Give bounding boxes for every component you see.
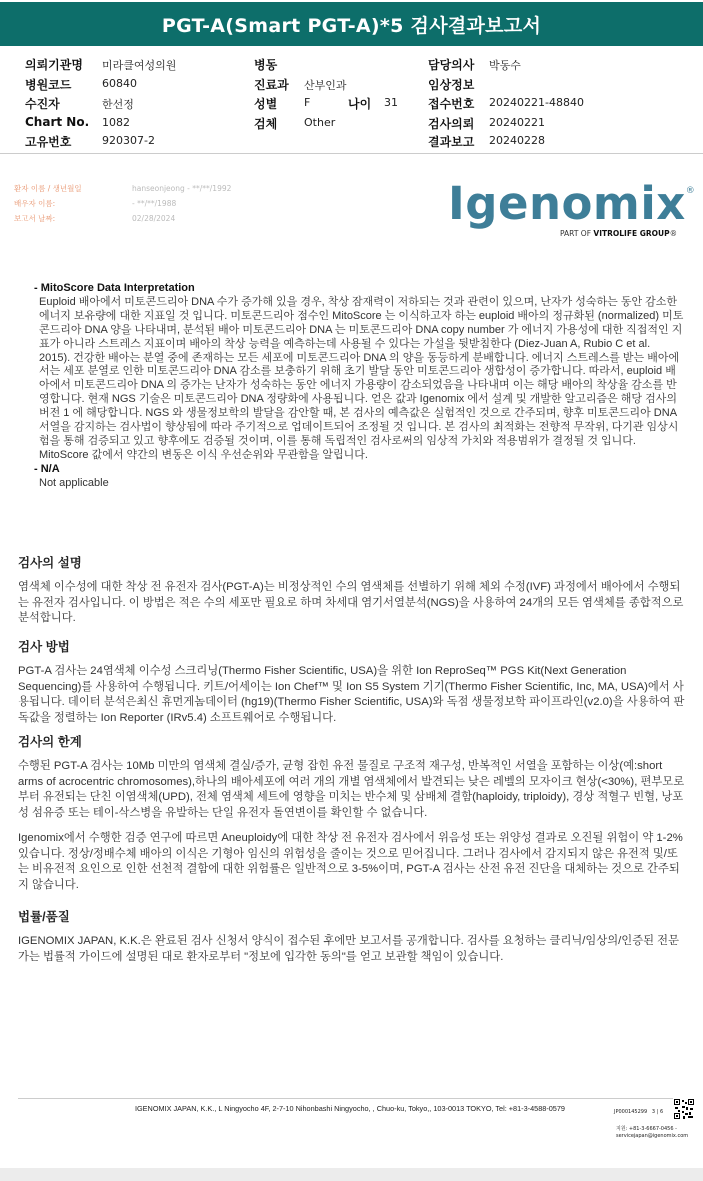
mitoscore-heading: - MitoScore Data Interpretation — [34, 282, 195, 294]
test-method-section — [18, 637, 686, 726]
report-date-label: 결과보고 — [428, 135, 475, 149]
test-description-section — [18, 553, 686, 627]
logo-wordmark: Igenomix — [448, 177, 686, 230]
age-value: 31 — [384, 96, 398, 109]
request-date-label: 검사의뢰 — [428, 117, 475, 131]
tagline-prefix: PART OF — [560, 229, 594, 238]
report-date-row — [14, 213, 175, 224]
tagline-suffix: ® — [669, 229, 678, 238]
institution-value: 미라클여성의원 — [102, 59, 177, 72]
test-description-title: 검사의 설명 — [18, 556, 82, 570]
divider — [0, 153, 703, 154]
doc-id: JP000145299 — [614, 1109, 648, 1115]
footer-divider — [18, 1098, 690, 1099]
receipt-number-value: 20240221-48840 — [489, 96, 584, 109]
footer-address: IGENOMIX JAPAN, K.K., L Ningyocho 4F, 2-7-10 Nihonbashi Ningyocho, , Chuo-ku, Tokyo,, 103-0013 TOKYO, Tel: +81-3-4588-0579 — [134, 1104, 565, 1113]
footer-doc-id — [614, 1109, 663, 1115]
unique-number-label: 고유번호 — [25, 135, 72, 149]
na-heading: - N/A — [34, 462, 60, 475]
doctor-label: 담당의사 — [428, 58, 475, 72]
legal-quality-title: 법률/품질 — [18, 910, 70, 924]
unique-number-value: 920307-2 — [102, 134, 155, 147]
sex-value: F — [304, 96, 311, 109]
page-number: 3 | 6 — [651, 1109, 664, 1115]
patient-name-label: 환자 이름 / 생년월일 — [14, 184, 82, 193]
chart-value: 1082 — [102, 116, 130, 129]
department-label: 진료과 — [254, 78, 289, 92]
partner-name-row — [14, 198, 176, 209]
report-date-value: 20240228 — [489, 134, 545, 147]
age-label: 나이 — [348, 97, 372, 111]
receipt-number-label: 접수번호 — [428, 97, 475, 111]
patient-name-value: hanseonjeong - **/**/1992 — [132, 184, 232, 193]
legal-quality-section — [18, 907, 686, 965]
patient-value: 한선정 — [102, 98, 134, 111]
tagline-brand: VITROLIFE GROUP — [593, 229, 670, 238]
test-limitations-text-2: Igenomix에서 수행한 검증 연구에 따르면 Aneuploidy에 대한 착상 전 유전자 검사에서 위음성 또는 위양성 결과로 오진될 위험이 약 1-2% 있습니다. 정상/정배수체 배아의 이식은 기형아 임신의 위험성을 줄이는 것으로 믿어집니다. 그러나 검사에서 감지되지 않은 유전적 및/또는 비유전적 요인으로 인한 선천적 결함에 대한 위험률은 일반적으로 3-5%이며, PGT-A 검사는 산전 유전 진단을 대체하는 것으로 간주되지 않습니다. — [18, 832, 683, 891]
request-date-value: 20240221 — [489, 116, 545, 129]
page-bottom-strip — [0, 1168, 703, 1181]
institution-label: 의뢰기관명 — [25, 58, 83, 72]
department-value: 산부인과 — [304, 79, 347, 92]
test-limitations-section — [18, 732, 686, 893]
test-limitations-text-1: 수행된 PGT-A 검사는 10Mb 미만의 염색체 결실/증가, 균형 잡힌 유전 물질로 구조적 재구성, 반복적인 서열을 포함하는 이상(예:short arms of acrocentric chromosomes),하나의 배아세포에 여러 개의 개별 염색체에서 발견되는 낮은 레벨의 모자이크 현상(<30%), 편부모로부터 유전되는 단친 이염색체(UPD), 전체 염색체 세트에 영향을 미치는 반수체 및 삼배체 결함(haploidy, triploidy), 경상 적혈구 빈혈, 낭포성 섬유증 또는 테이-삭스병을 유발하는 단일 유전자 돌연변이를 확인할 수 없습니다. — [18, 760, 685, 819]
hospital-code-value: 60840 — [102, 77, 137, 90]
partner-name-label: 배우자 이름: — [14, 199, 56, 208]
report-date-label-en: 보고서 날짜: — [14, 214, 56, 223]
specimen-label: 검체 — [254, 117, 278, 131]
logo-registered-mark: ® — [685, 186, 695, 196]
sex-label: 성별 — [254, 97, 278, 111]
chart-label: Chart No. — [25, 115, 90, 129]
report-title: PGT-A(Smart PGT-A)*5 검사결과보고서 — [0, 2, 703, 46]
ward-label: 병동 — [254, 58, 278, 72]
support-phone: 지원: +81-3-6667-0456 - — [616, 1126, 677, 1132]
report-info-table — [0, 52, 703, 152]
clinical-info-label: 임상정보 — [428, 78, 475, 92]
legal-quality-text: IGENOMIX JAPAN, K.K.은 완료된 검사 신청서 양식이 접수된 후에만 보고서를 공개합니다. 검사를 요청하는 클리닉/임상의/인증된 전문가는 법률적 가이드에 설명된 대로 환자로부터 "정보에 입각한 동의"를 얻고 보관할 책임이 있습니다. — [18, 935, 679, 963]
doctor-value: 박동수 — [489, 59, 521, 72]
specimen-value: Other — [304, 116, 336, 129]
na-text: Not applicable — [39, 476, 109, 489]
test-method-text: PGT-A 검사는 24염색체 이수성 스크리닝(Thermo Fisher Scientific, USA)을 위한 Ion ReproSeq™ PGS Kit(Next Generation Sequencing)를 사용하여 수행됩니다. 키트/어세이는 Ion Chef™ 및 Ion S5 System 기기(Thermo Fisher Scientific, Inc, MA, USA)에서 사용됩니다. 데이터 분석은최신 휴먼게놈데이터 (hg19)(Thermo Fisher Scientific, USA)와 독점 생물정보학 파이프라인(v2.0)을 사용하여 판독값을 정렬하는 Ion Reporter (IRv5.4) 소프트웨어로 수행됩니다. — [18, 665, 685, 724]
hospital-code-label: 병원코드 — [25, 78, 72, 92]
partner-name-value: - **/**/1988 — [132, 199, 177, 208]
mitoscore-section — [34, 282, 684, 491]
test-method-title: 검사 방법 — [18, 640, 70, 654]
igenomix-logo — [448, 177, 698, 240]
qr-code-icon — [673, 1098, 695, 1120]
test-description-text: 염색체 이수성에 대한 착상 전 유전자 검사(PGT-A)는 비정상적인 수의 염색체를 선별하기 위해 체외 수정(IVF) 과정에서 배아에서 수행되는 유전자 검사입니다. 이 방법은 적은 수의 세포만 필요로 하며 차세대 염기서열분석(NGS)을 사용하여 24개의 모든 염색체를 종합적으로 분석합니다. — [18, 581, 684, 624]
report-date-value-en: 02/28/2024 — [132, 214, 176, 223]
test-limitations-title: 검사의 한계 — [18, 735, 82, 749]
support-email: servicejapan@igenomix.com — [616, 1133, 689, 1139]
footer-contact — [616, 1126, 688, 1140]
patient-label: 수진자 — [25, 97, 60, 111]
mitoscore-text: Euploid 배아에서 미토콘드리아 DNA 수가 증가해 있을 경우, 착상 잠재력이 저하되는 것과 관련이 있으며, 난자가 성숙하는 동안 감소한 에너지 보유량에 대한 지표일 것 입니다. 미토콘드리아 점수인 MitoScore 는 이식하고자 하는 euploid 배아의 정규화된 (normalized) 미토콘드리아 DNA 양을 나타내며, 분석된 배아 미토콘드리아 DNA 는 미토콘드리아 DNA copy number 가 에너지 가용성에 대한 직접적인 지표가 아니라 스트레스 지표이며 배아의 착상 능력을 예측하는데 사용될 수 있다는 가설을 뒷받침한다 (Diez-Juan A, Rubio C et al. 2015). 건강한 배아는 분열 중에 존재하는 모든 세포에 미토콘드리아 DNA 의 양을 동등하게 분배합니다. 에너지 스트레스를 받는 배아에서는 세포 분열로 인한 미토콘드리아 DNA 감소를 보충하기 위해 초기 발달 동안 미토콘드리아 생합성이 증가합니다. 따라서, euploid 배아에서 미토콘드리아 DNA 의 증가는 난자가 성숙하는 동안 에너지 가용량이 감소되었음을 나타내며 이는 해당 배아의 착상율 감소를 반영합니다. 현재 NGS 기술은 미토콘드리아 DNA 정량화에 사용됩니다. 얻은 값과 Igenomix 에서 설계 및 개발한 알고리즘은 해당 검사의 버전 1 에 해당합니다. NGS 와 생물정보학의 발달을 감안할 때, 본 검사의 예측값은 실험적인 것으로 간주되며, 향후 미토콘드리아 DNA 서열을 감지하는 검사법이 향상됨에 따라 주기적으로 업데이트되어 조정될 것 입니다. 본 검사의 최적화는 전향적 무작위, 다기관 임상시험을 통해 검증되고 있고 향후에도 검증될 것이며, 이를 통해 독립적인 검사로써의 임상적 가치와 적용범위가 결정될 것 입니다. MitoScore 값에서 약간의 변동은 이식 우선순위와 무관함을 알립니다. — [39, 295, 684, 461]
patient-name-row — [14, 183, 231, 194]
logo-tagline — [560, 229, 677, 238]
